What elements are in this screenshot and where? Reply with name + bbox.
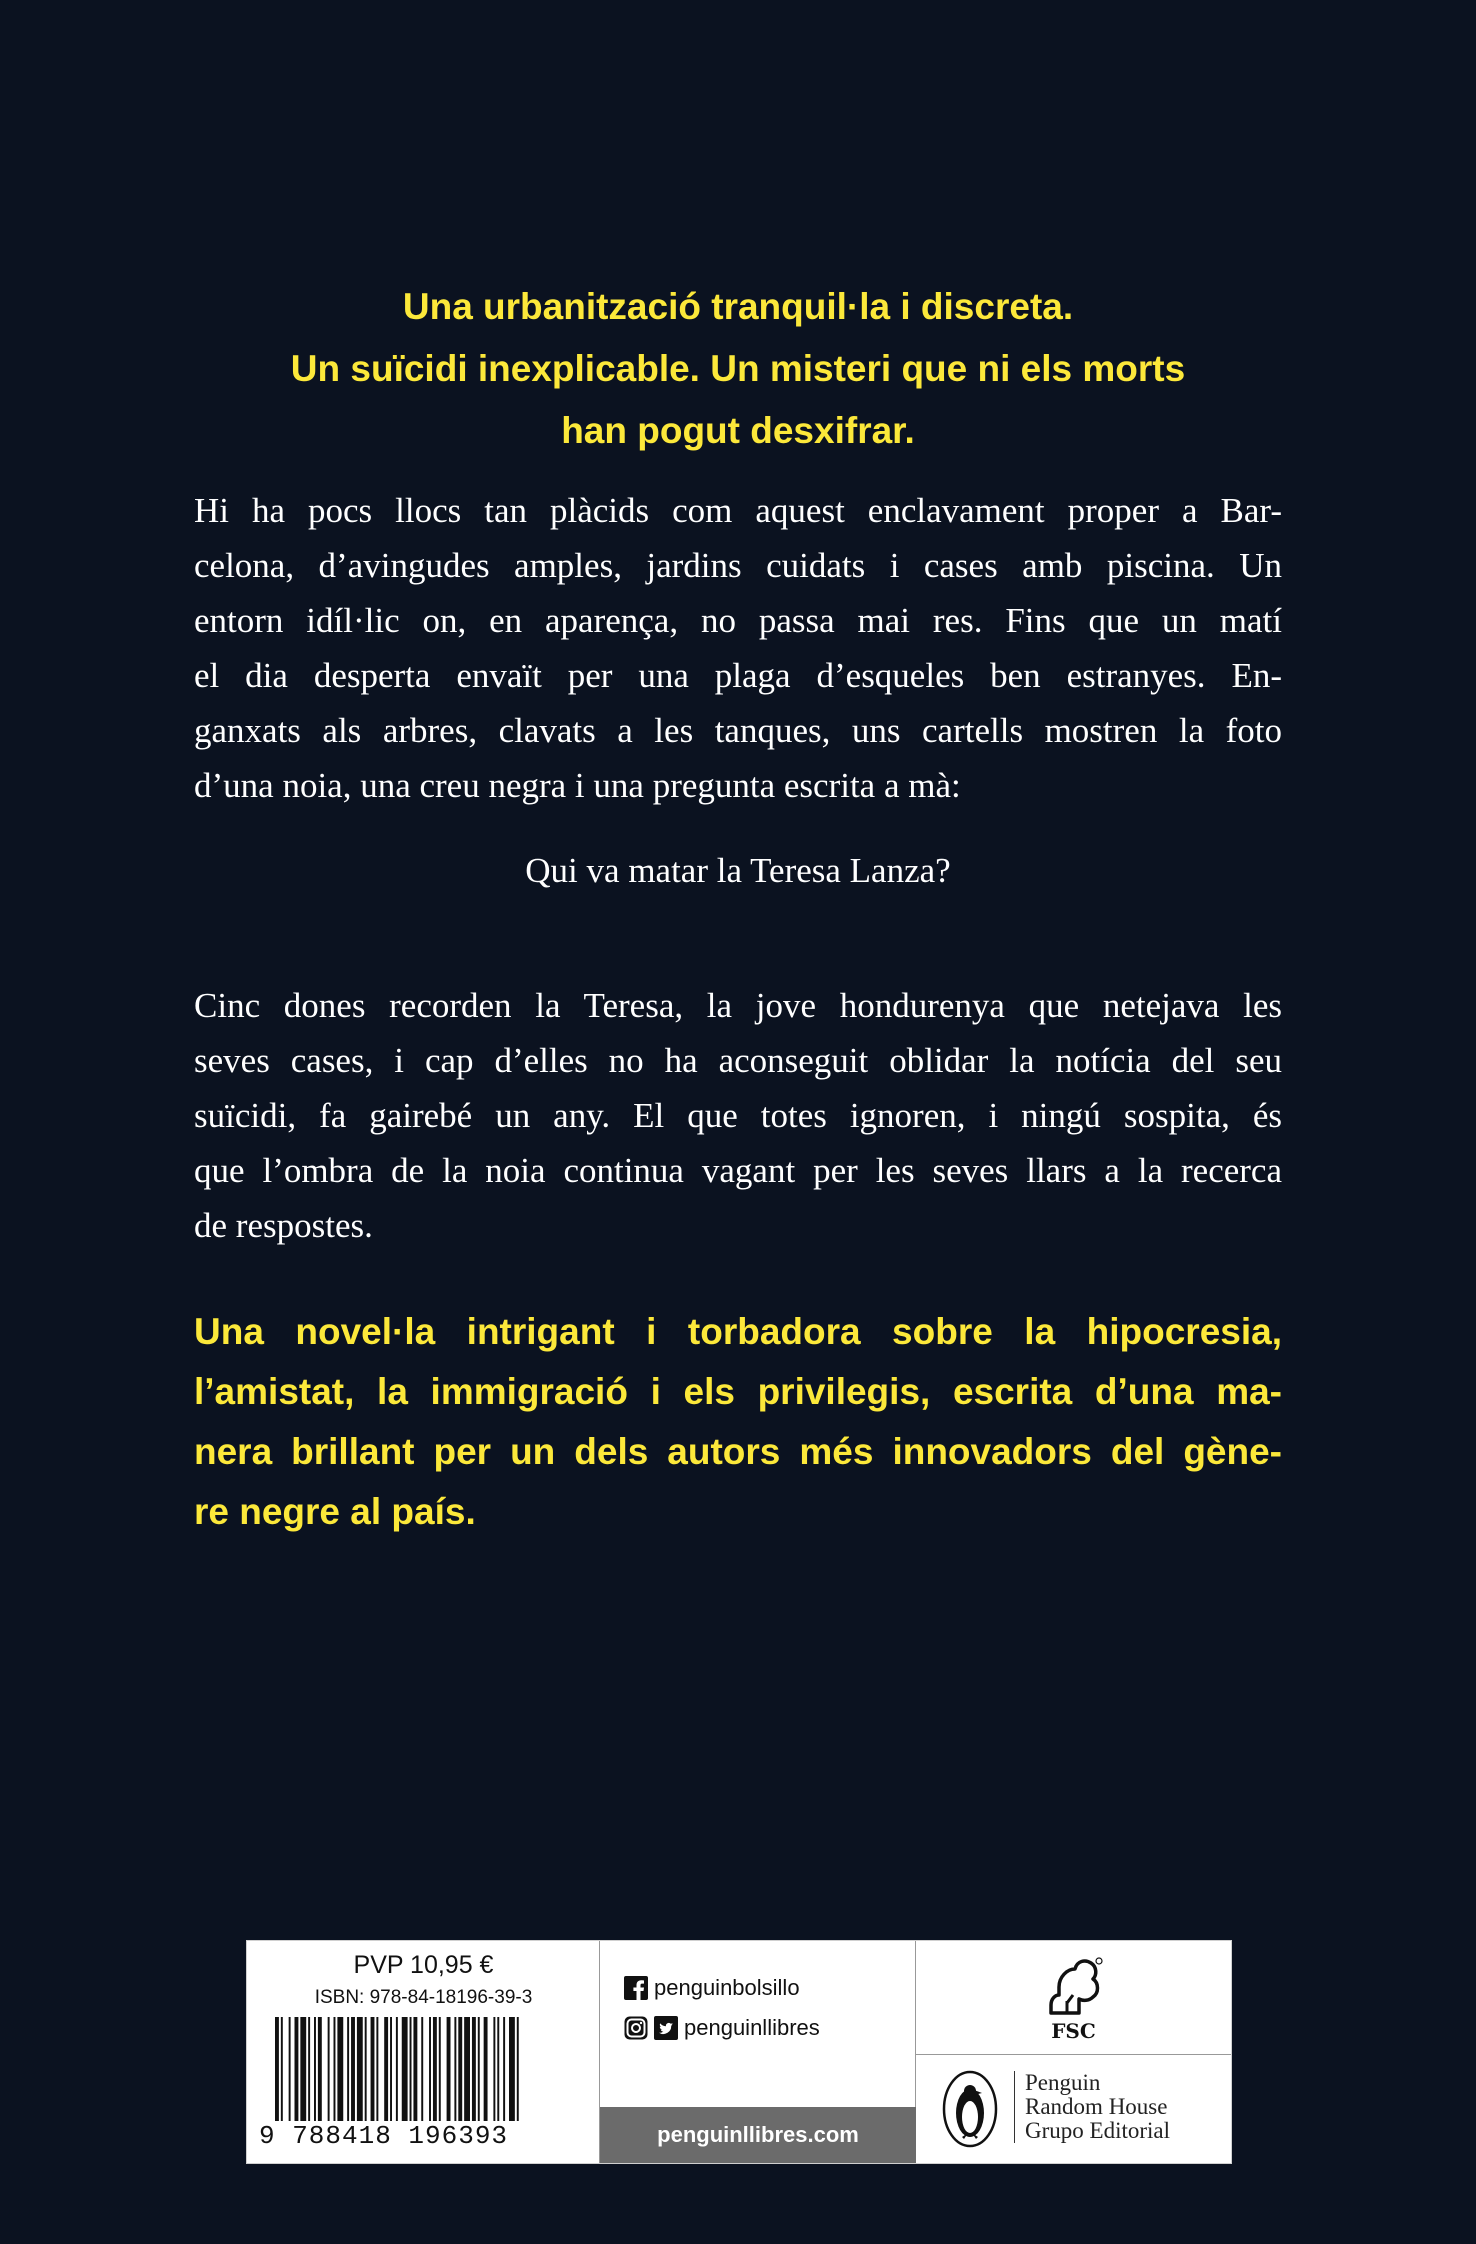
barcode-icon: [275, 2017, 575, 2121]
isbn-label: ISBN: 978-84-18196-39-3: [314, 1987, 533, 2008]
website-link[interactable]: penguinllibres.com: [600, 2107, 916, 2163]
text-line: seves cases, i cap d’elles no ha aconseguit oblidar la notícia del seu: [194, 1041, 1282, 1080]
instagram-twitter-handle: penguinllibres: [684, 2015, 820, 2040]
text-line: entorn idíl·lic on, en aparença, no passa mai res. Fins que un matí: [194, 601, 1282, 640]
synopsis-paragraph-1: [194, 483, 1282, 813]
publisher-line-2: Random House: [1025, 2094, 1168, 2119]
publisher-name: [1014, 2071, 1170, 2143]
text-line: ganxats als arbres, clavats a les tanques, uns cartells mostren la foto: [194, 711, 1282, 750]
back-cover-info-box: [246, 1940, 1232, 2164]
text-line: re negre al país.: [194, 1491, 476, 1532]
publisher-line-3: Grupo Editorial: [1025, 2118, 1170, 2143]
twitter-icon: [654, 2016, 678, 2040]
text-line: de respostes.: [194, 1206, 373, 1245]
tagline: [190, 276, 1286, 462]
price-label: PVP 10,95 €: [353, 1951, 494, 1979]
penguin-logo-icon: [940, 2069, 1000, 2149]
text-line: Hi ha pocs llocs tan plàcids com aquest enclavament proper a Bar-: [194, 491, 1282, 530]
text-line: que l’ombra de la noia continua vagant per les seves llars a la recerca: [194, 1151, 1282, 1190]
tagline-line-2: Un suïcidi inexplicable. Un misteri que ni els morts: [290, 348, 1186, 389]
facebook-icon: [624, 1976, 648, 2000]
facebook-handle: penguinbolsillo: [654, 1975, 800, 2000]
text-line: l’amistat, la immigració i els privilegis, escrita d’una ma-: [194, 1371, 1282, 1412]
barcode-panel: [247, 1941, 600, 2163]
text-line: Una novel·la intrigant i torbadora sobre la hipocresia,: [194, 1311, 1282, 1352]
text-line: el dia desperta envaït per una plaga d’esqueles ben estranyes. En-: [194, 656, 1282, 695]
social-panel: [600, 1941, 916, 2163]
text-line: nera brillant per un dels autors més innovadors del gène-: [194, 1431, 1282, 1472]
publisher-panel: [916, 2055, 1231, 2163]
fsc-panel: [916, 1941, 1231, 2055]
fsc-label: FSC: [1051, 2019, 1096, 2043]
facebook-row[interactable]: [624, 1975, 800, 2001]
fsc-tree-logo-icon: [1043, 1955, 1105, 2017]
tagline-line-3: han pogut desxifrar.: [561, 410, 915, 451]
text-line: celona, d’avingudes amples, jardins cuidats i cases amb piscina. Un: [194, 546, 1282, 585]
synopsis-paragraph-2: [194, 978, 1282, 1253]
text-line: suïcidi, fa gairebé un any. El que totes ignoren, i ningú sospita, és: [194, 1096, 1282, 1135]
barcode-number: 9 788418 196393: [259, 2121, 509, 2151]
question-quote: Qui va matar la Teresa Lanza?: [525, 851, 951, 890]
tagline-line-1: Una urbanització tranquil·la i discreta.: [402, 286, 1074, 327]
text-line: d’una noia, una creu negra i una pregunta escrita a mà:: [194, 766, 961, 805]
text-line: Cinc dones recorden la Teresa, la jove hondurenya que netejava les: [194, 986, 1282, 1025]
instagram-twitter-row[interactable]: [624, 2015, 820, 2041]
publisher-line-1: Penguin: [1025, 2070, 1101, 2095]
instagram-icon: [624, 2016, 648, 2040]
closing-blurb: [194, 1302, 1282, 1542]
